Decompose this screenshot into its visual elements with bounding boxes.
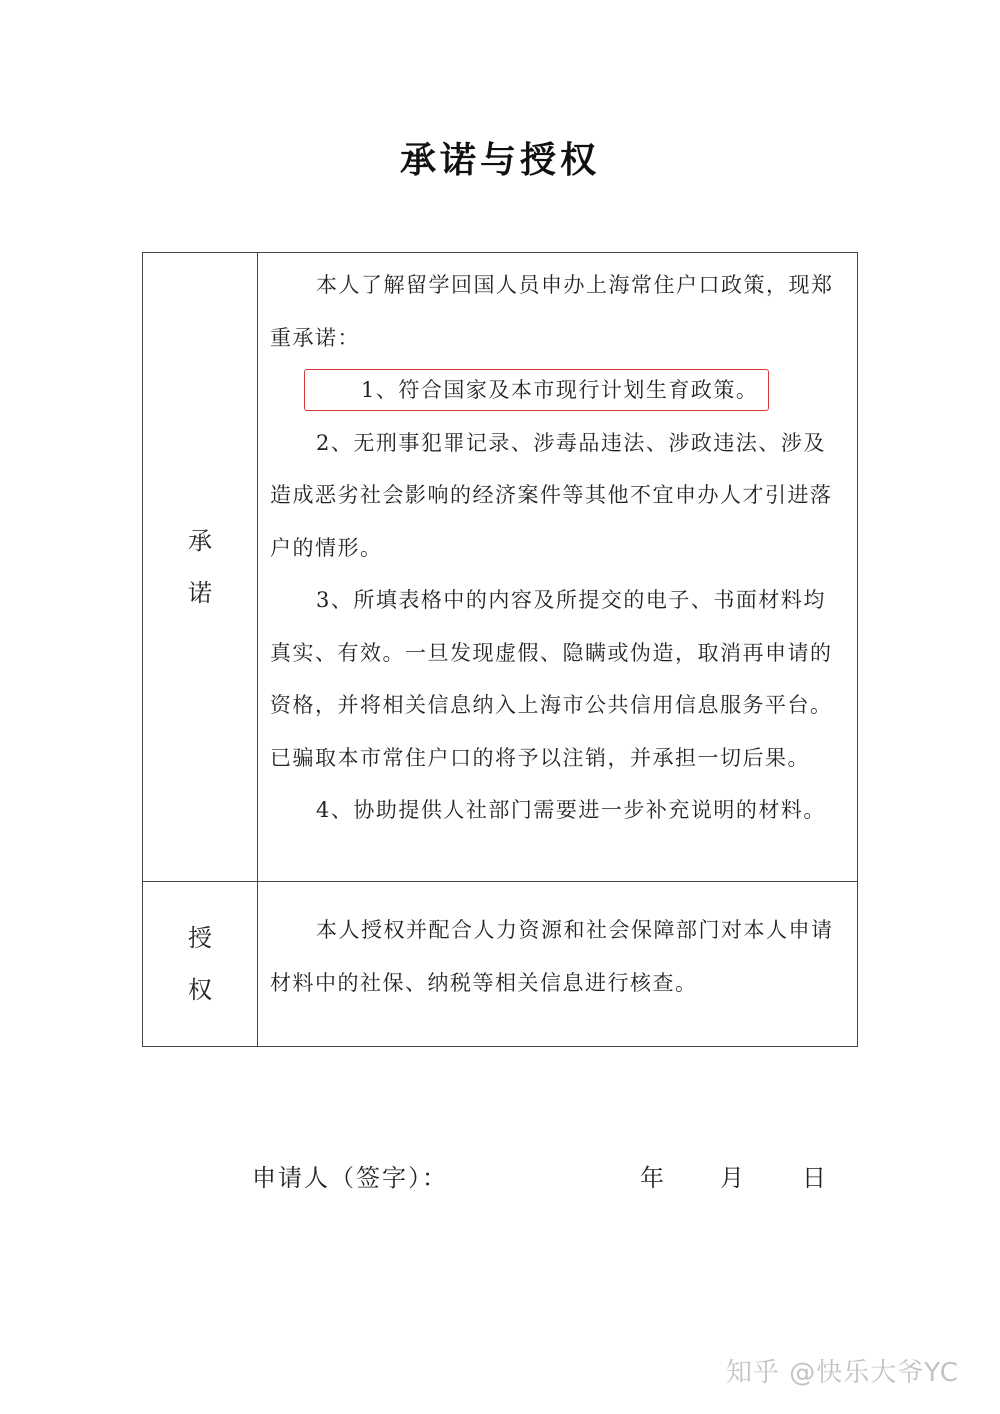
promise-label-cell — [143, 253, 258, 882]
document-title: 承诺与授权 — [399, 140, 600, 181]
authorization-label-char: 权 — [188, 976, 212, 1004]
authorization-label-char: 授 — [188, 924, 212, 952]
promise-item-2: 2、无刑事犯罪记录、涉毒品违法、涉政违法、涉及造成恶劣社会影响的经济案件等其他不宜申办人才引进落户的情形。 — [270, 430, 833, 560]
authorization-label-cell — [143, 882, 258, 1047]
authorization-content-cell — [258, 882, 858, 1047]
signature-label: 申请人（签字）： — [252, 1164, 448, 1192]
signature-year: 年 — [640, 1164, 666, 1192]
signature-month: 月 — [720, 1164, 746, 1192]
promise-intro: 本人了解留学回国人员申办上海常住户口政策，现郑重承诺： — [270, 273, 834, 350]
promise-item-1-highlighted: 1、符合国家及本市现行计划生育政策。 — [304, 369, 769, 411]
promise-item-1-wrapper — [270, 364, 847, 417]
promise-content-cell — [258, 253, 858, 882]
watermark: 知乎 @快乐大爷YC — [726, 1358, 959, 1388]
promise-label-char: 承 — [188, 527, 212, 555]
promise-item-4: 4、协助提供人社部门需要进一步补充说明的材料。 — [316, 798, 826, 822]
promise-label-char: 诺 — [188, 579, 212, 607]
signature-day: 日 — [802, 1164, 828, 1192]
authorization-text: 本人授权并配合人力资源和社会保障部门对本人申请材料中的社保、纳税等相关信息进行核查。 — [270, 918, 834, 995]
signature-line — [252, 1158, 852, 1198]
promise-row — [143, 253, 858, 882]
promise-authorization-table — [142, 252, 858, 1047]
promise-item-3: 3、所填表格中的内容及所提交的电子、书面材料均真实、有效。一旦发现虚假、隐瞒或伪造，取消再申请的资格，并将相关信息纳入上海市公共信用信息服务平台。已骗取本市常住户口的将予以注销，并承担一切后果。 — [270, 588, 833, 770]
authorization-row — [143, 882, 858, 1047]
